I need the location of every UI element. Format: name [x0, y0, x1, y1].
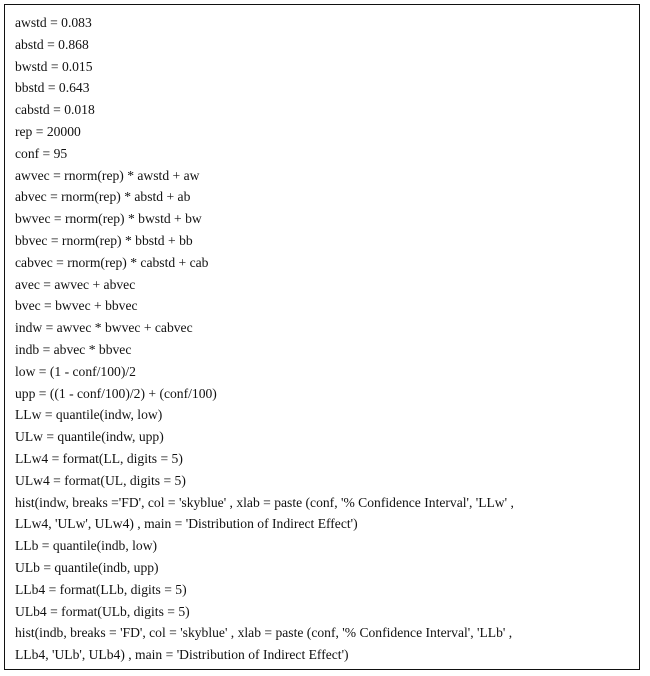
code-line: cabvec = rnorm(rep) * cabstd + cab — [15, 254, 209, 270]
code-line: indb = abvec * bbvec — [15, 341, 132, 357]
code-line: LLb4 = format(LLb, digits = 5) — [15, 581, 187, 597]
code-line: awvec = rnorm(rep) * awstd + aw — [15, 167, 200, 183]
code-line: bwstd = 0.015 — [15, 58, 93, 74]
code-line: avec = awvec + abvec — [15, 276, 136, 292]
code-line: conf = 95 — [15, 145, 68, 161]
code-line: ULw4 = format(UL, digits = 5) — [15, 472, 186, 488]
code-line: abvec = rnorm(rep) * abstd + ab — [15, 189, 191, 205]
code-line: bbstd = 0.643 — [15, 80, 90, 96]
code-line: hist(indb, breaks = 'FD', col = 'skyblue' , xlab = paste (conf, '% Confidence Interval', 'LLb' , — [15, 625, 513, 641]
code-line: LLw4 = format(LL, digits = 5) — [15, 450, 183, 466]
code-line: LLb = quantile(indb, low) — [15, 538, 158, 554]
code-line: low = (1 - conf/100)/2 — [15, 363, 136, 379]
code-line: ULb4 = format(ULb, digits = 5) — [15, 603, 190, 619]
code-listing-box — [4, 4, 640, 670]
code-line: abstd = 0.868 — [15, 36, 89, 52]
code-line: rep = 20000 — [15, 123, 81, 139]
code-line: indw = awvec * bwvec + cabvec — [15, 320, 193, 336]
code-line: bbvec = rnorm(rep) * bbstd + bb — [15, 232, 193, 248]
code-line: upp = ((1 - conf/100)/2) + (conf/100) — [15, 385, 217, 401]
code-line: bwvec = rnorm(rep) * bwstd + bw — [15, 211, 202, 227]
code-line: awstd = 0.083 — [15, 15, 92, 30]
code-lines — [15, 12, 633, 666]
code-line: hist(indw, breaks ='FD', col = 'skyblue' , xlab = paste (conf, '% Confidence Interval', 'LLw' , — [15, 494, 514, 510]
code-line: cabstd = 0.018 — [15, 102, 95, 118]
code-line: bvec = bwvec + bbvec — [15, 298, 138, 314]
code-line: LLw4, 'ULw', ULw4) , main = 'Distribution of Indirect Effect') — [15, 516, 358, 532]
code-line: ULw = quantile(indw, upp) — [15, 429, 164, 445]
code-line: LLw = quantile(indw, low) — [15, 407, 163, 423]
code-line: LLb4, 'ULb', ULb4) , main = 'Distribution of Indirect Effect') — [15, 647, 349, 663]
code-line: ULb = quantile(indb, upp) — [15, 559, 159, 575]
